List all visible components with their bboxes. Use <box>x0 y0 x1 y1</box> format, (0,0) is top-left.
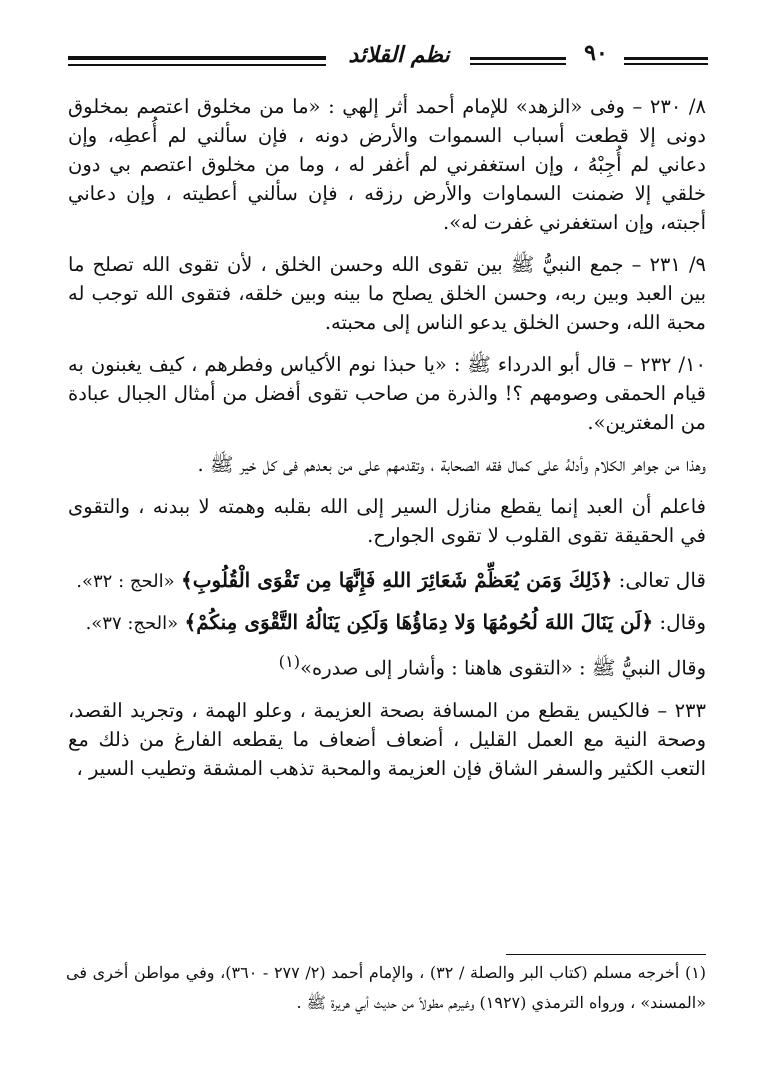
quran-quote-2 <box>68 605 706 641</box>
footnote-marker: (١) <box>278 652 301 671</box>
header-rule-right <box>624 57 708 65</box>
quran-intro: قال تعالى: <box>618 568 706 592</box>
hadith-line <box>68 647 706 683</box>
paragraph-231: ٩/ ٢٣١ – جمع النبيُّ ﷺ بين تقوى الله وحسن الخلق ، لأن تقوى الله تصلح ما بين العبد وبين ربه، وحسن الخلق يصلح ما بينه وبين خلقه، فتقوى الله توجب له محبة الله، وحسن الخلق يدعو الناس إلى محبته. <box>68 253 706 334</box>
page-header <box>68 40 708 80</box>
footnotes <box>66 958 706 1018</box>
header-rule-middle <box>470 57 566 65</box>
footnote-1: (١) أخرجه مسلم (كتاب البر والصلة / ٣٢) ، والإمام أحمد (٢/ ٢٧٧ - ٣٦٠)، وفي مواطن أخرى فى «المسند» ، ورواه الترمذي (١٩٢٧) وغيرهم مطولاً من حديث أبي هريرة ﷺ . <box>66 963 707 1012</box>
footnote-divider <box>506 954 706 955</box>
quran-verse: ﴿لَن يَنَالَ اللهَ لُحُومُهَا وَلا دِمَاؤُهَا وَلَكِن يَنَالُهُ التَّقْوَى مِنكُمْ﴾ <box>184 610 654 634</box>
paragraph-taqwa: فاعلم أن العبد إنما يقطع منازل السير إلى الله بقلبه وهمته لا ببدنه ، والتقوى في الحقيقة تقوى القلوب لا تقوى الجوارح. <box>68 495 706 547</box>
quran-intro: وقال: <box>659 610 706 634</box>
paragraph-230: ٨/ ٢٣٠ – وفى «الزهد» للإمام أحمد أثر إلهي : «ما من مخلوق اعتصم بمخلوق دونى إلا قطعت أسباب السموات والأرض دونه ، فإن سألني لم أُعطِه، وإن دعاني لم أُجِبْهُ ، وإن استغفرني لم أغفر له ، وما من مخلوق اعتصم بي دون خلقي إلا ضمنت السماوات والأرض رزقه ، فإن سألني أعطيته ، وإن دعاني أجبته، وإن استغفرني غفرت له». <box>68 95 706 234</box>
quran-reference: «الحج: ٣٧». <box>85 613 179 634</box>
page-body <box>68 92 706 796</box>
quran-quote-1 <box>68 563 706 599</box>
hadith-text: وقال النبيُّ ﷺ : «التقوى هاهنا : وأشار إلى صدره» <box>300 656 706 680</box>
book-title: نظم القلائد <box>348 42 450 68</box>
header-rule-left <box>68 56 326 66</box>
paragraph-233: ٢٣٣ – فالكيس يقطع من المسافة بصحة العزيمة ، وعلو الهمة ، وتجريد القصد، وصحة النية مع العمل القليل ، أضعاف أضعاف ما يقطعه الفارغ من ذلك مع التعب الكثير والسفر الشاق فإن العزيمة والمحبة تذهب المشقة وتطيب السير ، <box>68 698 706 780</box>
paragraph-232: ١٠/ ٢٣٢ – قال أبو الدرداء ﷺ : «يا حبذا نوم الأكياس وفطرهم ، كيف يغبنون به قيام الحمقى وصومهم ؟! والذرة من صاحب تقوى أفضل من أمثال الجبال عبادة من المغترين». <box>68 353 706 434</box>
quran-reference: «الحج : ٣٢». <box>76 571 175 592</box>
paragraph-commentary: وهذا من جواهر الكلام وأدلهُ على كمال فقه الصحابة ، وتقدمهم على من بعدهم فى كل خير ﷺ . <box>197 453 706 476</box>
page-number: ٩٠ <box>584 40 608 66</box>
quran-verse: ﴿ذَلِكَ وَمَن يُعَظِّمْ شَعَائِرَ اللهِ فَإِنَّهَا مِن تَقْوَى الْقُلُوبِ﴾ <box>180 568 613 592</box>
